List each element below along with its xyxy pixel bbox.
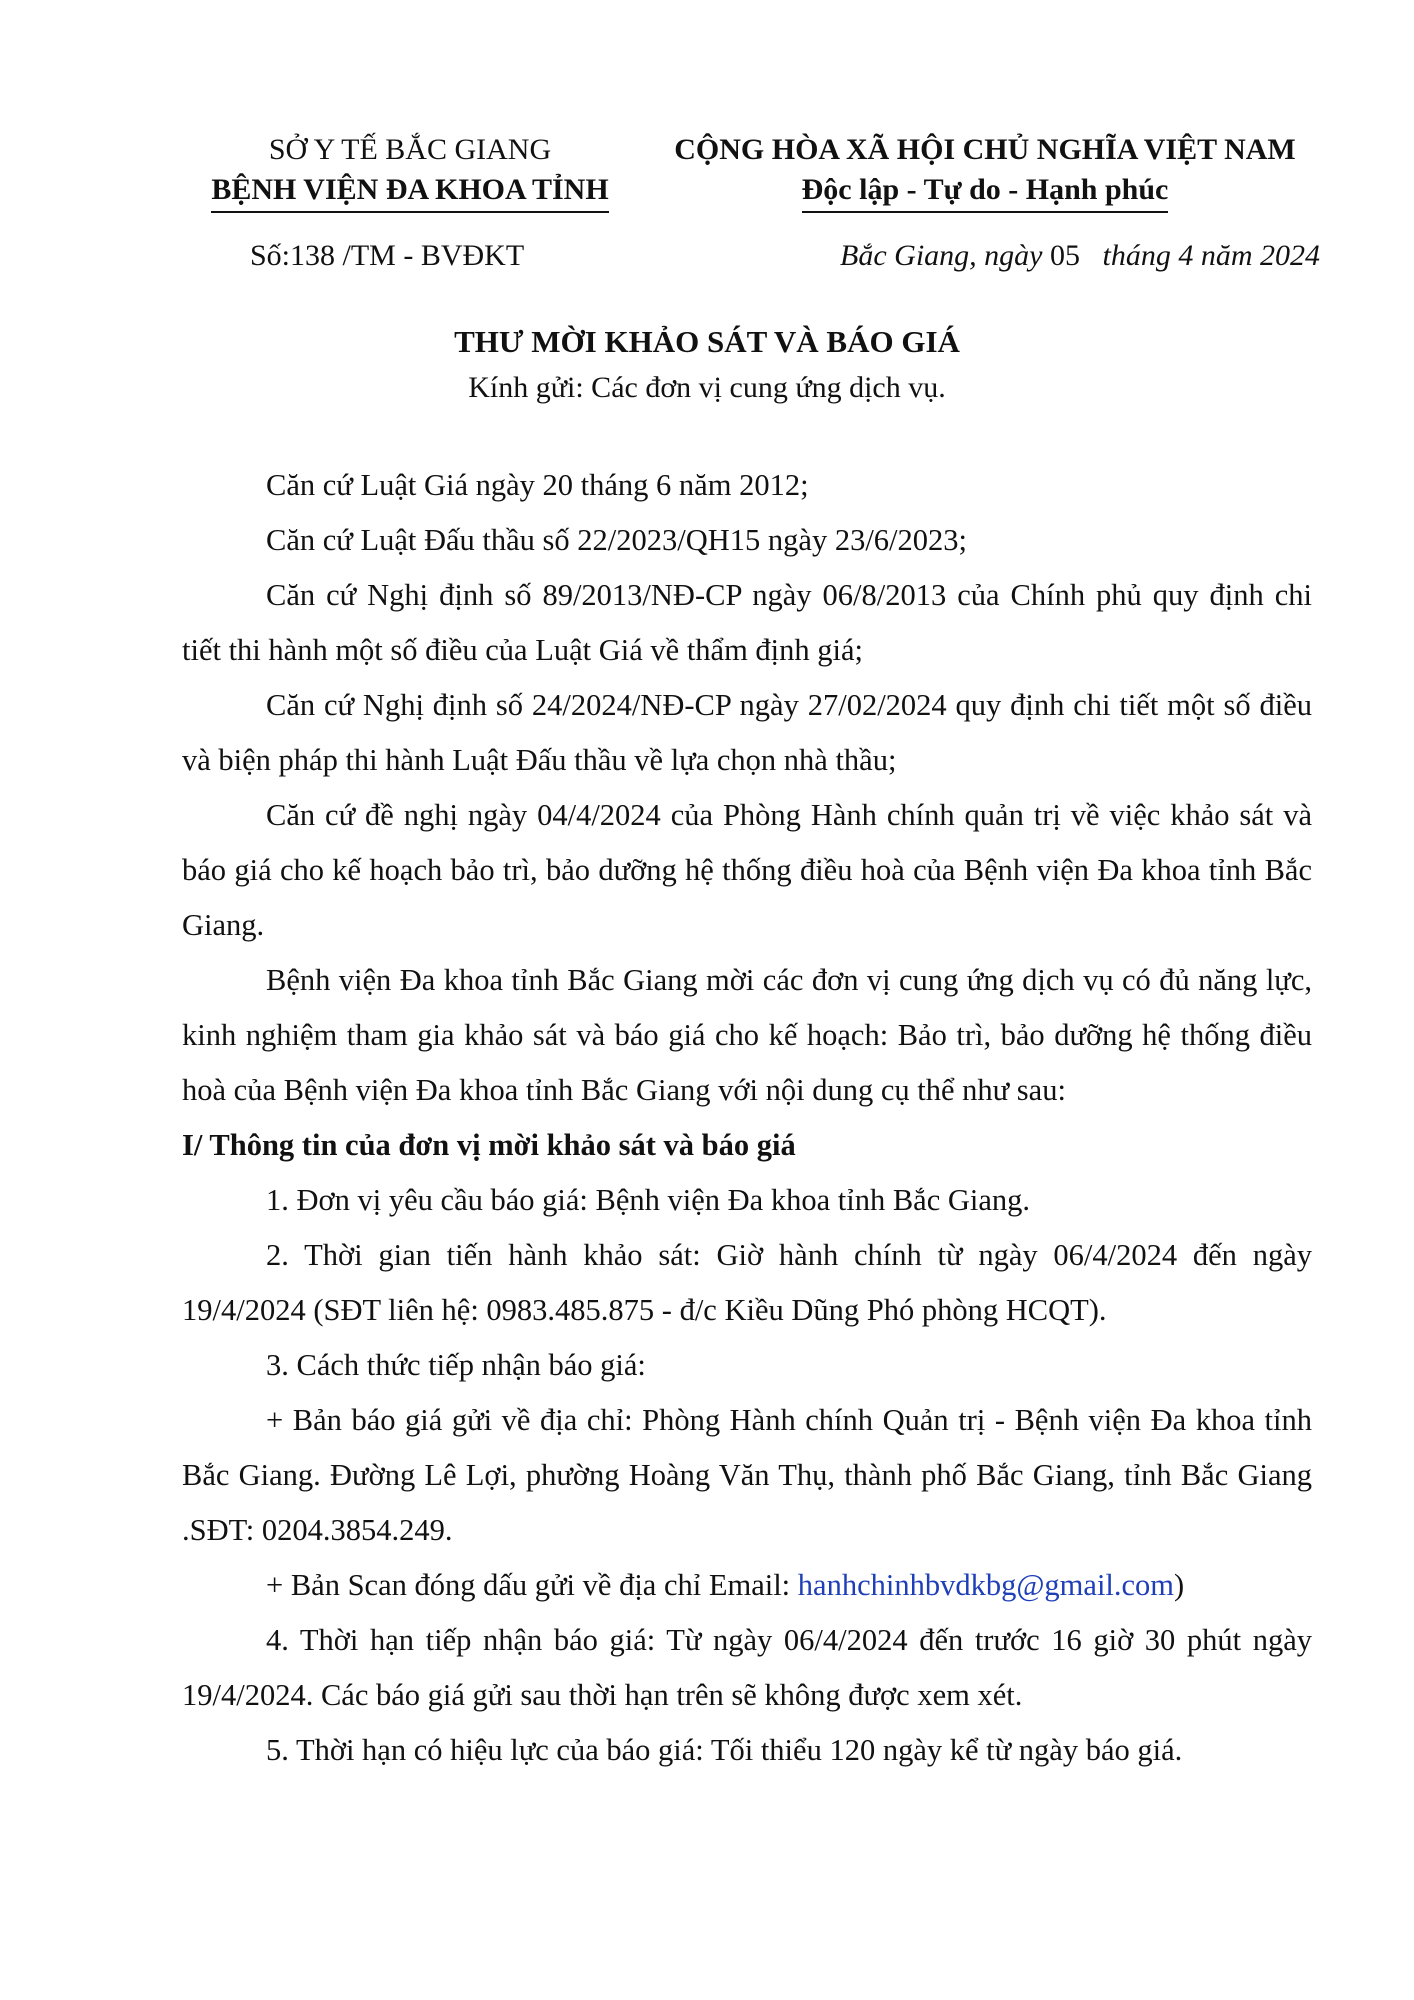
document-body <box>182 458 1312 1778</box>
list-item-email <box>182 1558 1312 1613</box>
section-heading: I/ Thông tin của đơn vị mời khảo sát và báo giá <box>182 1128 796 1162</box>
issuer-header <box>160 130 660 213</box>
list-item: 2. Thời gian tiến hành khảo sát: Giờ hành chính từ ngày 06/4/2024 đến ngày 19/4/2024 (SĐT liên hệ: 0983.485.875 - đ/c Kiều Dũng Phó phòng HCQT). <box>182 1238 1312 1327</box>
list-item: 5. Thời hạn có hiệu lực của báo giá: Tối thiểu 120 ngày kể từ ngày báo giá. <box>266 1733 1183 1767</box>
list-item: 4. Thời hạn tiếp nhận báo giá: Từ ngày 06/4/2024 đến trước 16 giờ 30 phút ngày 19/4/2024. Các báo giá gửi sau thời hạn trên sẽ không được xem xét. <box>182 1623 1312 1712</box>
paragraph: Căn cứ Nghị định số 24/2024/NĐ-CP ngày 27/02/2024 quy định chi tiết một số điều và biện pháp thi hành Luật Đấu thầu về lựa chọn nhà thầu; <box>182 688 1312 777</box>
recipient-line: Kính gửi: Các đơn vị cung ứng dịch vụ. <box>468 371 946 404</box>
email-prefix: + Bản Scan đóng dấu gửi về địa chỉ Email: <box>266 1568 798 1602</box>
national-title: CỘNG HÒA XÃ HỘI CHỦ NGHĨA VIỆT NAM <box>674 133 1296 166</box>
date-rest: tháng 4 năm 2024 <box>1102 239 1320 272</box>
list-item: + Bản báo giá gửi về địa chỉ: Phòng Hành chính Quản trị - Bệnh viện Đa khoa tỉnh Bắc Giang. Đường Lê Lợi, phường Hoàng Văn Thụ, thành phố Bắc Giang, tỉnh Bắc Giang .SĐT: 0204.3854.249. <box>182 1403 1312 1547</box>
date-day: 05 <box>1050 239 1080 272</box>
department-name: SỞ Y TẾ BẮC GIANG <box>268 133 552 166</box>
email-link[interactable]: hanhchinhbvdkbg@gmail.com <box>797 1568 1175 1602</box>
document-number: Số:138 /TM - BVĐKT <box>250 239 525 272</box>
national-motto: Độc lập - Tự do - Hạnh phúc <box>802 170 1169 213</box>
list-item: 1. Đơn vị yêu cầu báo giá: Bệnh viện Đa khoa tỉnh Bắc Giang. <box>266 1183 1031 1217</box>
list-item: 3. Cách thức tiếp nhận báo giá: <box>266 1348 646 1382</box>
date-prefix: Bắc Giang, ngày <box>840 239 1043 272</box>
document-title: THƯ MỜI KHẢO SÁT VÀ BÁO GIÁ <box>454 324 960 359</box>
paragraph: Căn cứ Luật Đấu thầu số 22/2023/QH15 ngày 23/6/2023; <box>266 523 967 557</box>
issue-date <box>840 236 1320 276</box>
paragraph: Căn cứ Luật Giá ngày 20 tháng 6 năm 2012; <box>266 468 809 502</box>
paragraph: Căn cứ đề nghị ngày 04/4/2024 của Phòng Hành chính quản trị về việc khảo sát và báo giá cho kế hoạch bảo trì, bảo dưỡng hệ thống điều hoà của Bệnh viện Đa khoa tỉnh Bắc Giang. <box>182 798 1312 942</box>
hospital-name: BỆNH VIỆN ĐA KHOA TỈNH <box>211 170 608 213</box>
paragraph: Căn cứ Nghị định số 89/2013/NĐ-CP ngày 06/8/2013 của Chính phủ quy định chi tiết thi hành một số điều của Luật Giá về thẩm định giá; <box>182 578 1312 667</box>
paragraph: Bệnh viện Đa khoa tỉnh Bắc Giang mời các đơn vị cung ứng dịch vụ có đủ năng lực, kinh nghiệm tham gia khảo sát và báo giá cho kế hoạch: Bảo trì, bảo dưỡng hệ thống điều hoà của Bệnh viện Đa khoa tỉnh Bắc Giang với nội dung cụ thể như sau: <box>182 963 1312 1107</box>
national-header <box>640 130 1330 213</box>
email-suffix: ) <box>1174 1568 1185 1602</box>
